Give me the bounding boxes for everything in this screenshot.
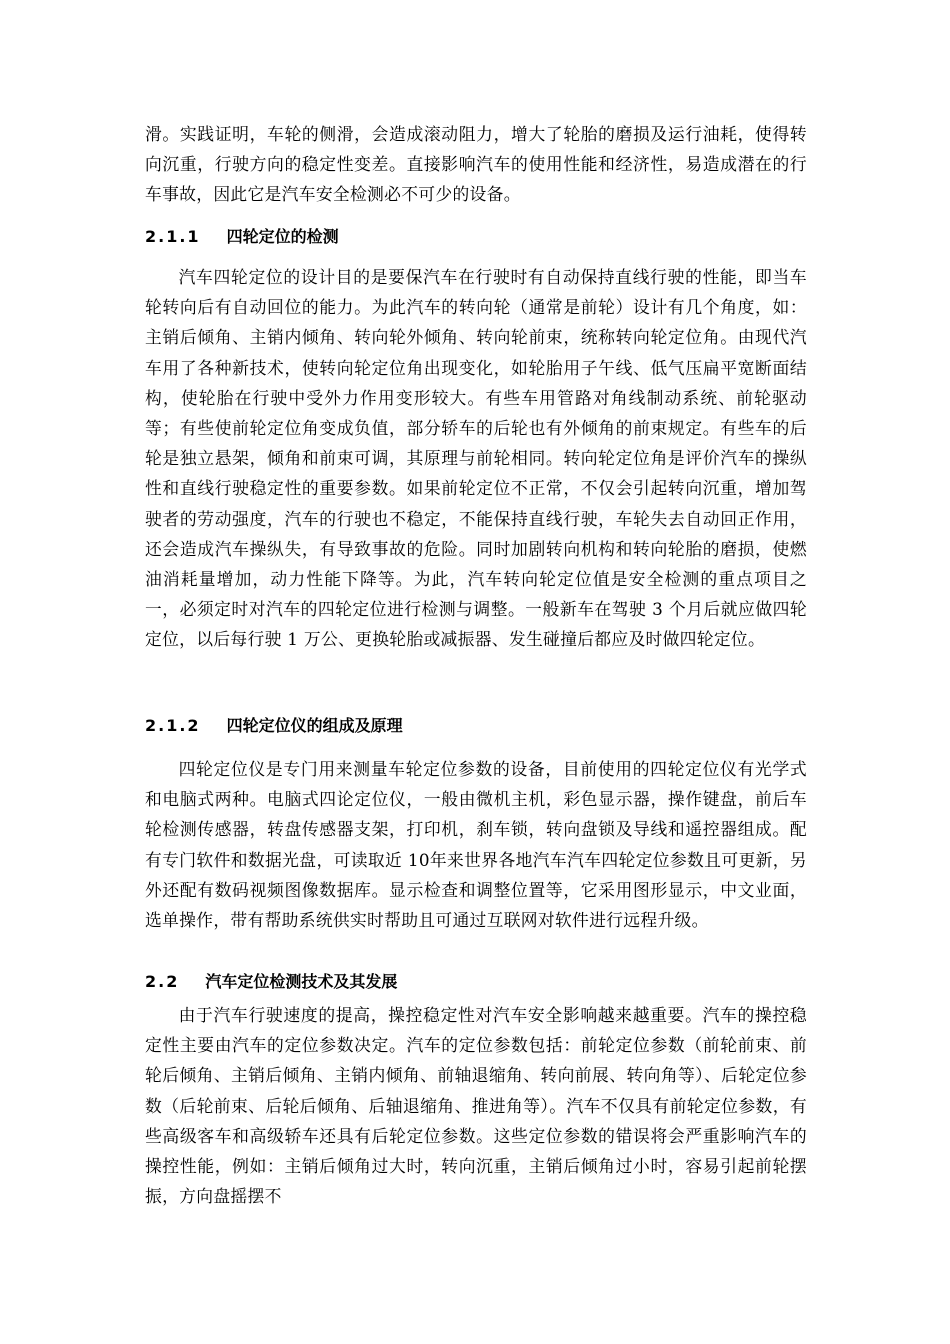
section-body-2-1-2 <box>145 754 807 935</box>
section-title: 四轮定位的检测 <box>226 227 339 246</box>
body-paragraph: 四轮定位仪是专门用来测量车轮定位参数的设备，目前使用的四轮定位仪有光学式和电脑式两种。电脑式四论定位仪，一般由微机主机，彩色显示器，操作键盘，前后车轮检测传感器，转盘传感器支架，打印机，刹车锁，转向盘锁及导线和遥控器组成。配有专门软件和数据光盘，可读取近 10年来世界各地汽车汽车四轮定位参数且可更新，另外还配有数码视频图像数据库。显示检查和调整位置等，它采用图形显示，中文业面，选单操作，带有帮助系统供实时帮助且可通过互联网对软件进行远程升级。 <box>145 759 807 931</box>
section-body-2-1-1 <box>145 262 807 655</box>
section-heading-2-1-1 <box>145 226 339 248</box>
section-heading-2-1-2 <box>145 715 403 737</box>
section-heading-2-2 <box>145 971 397 993</box>
section-number: 2.1.2 <box>145 716 201 735</box>
intro-paragraph: 滑。实践证明，车轮的侧滑，会造成滚动阻力，增大了轮胎的磨损及运行油耗，使得转向沉重，行驶方向的稳定性变差。直接影响汽车的使用性能和经济性，易造成潜在的行车事故，因此它是汽车安全检测必不可少的设备。 <box>145 124 807 205</box>
section-number: 2.1.1 <box>145 227 201 246</box>
intro-paragraph-block <box>145 119 807 210</box>
body-paragraph: 由于汽车行驶速度的提高，操控稳定性对汽车安全影响越来越重要。汽车的操控稳定性主要由汽车的定位参数决定。汽车的定位参数包括：前轮定位参数（前轮前束、前轮后倾角、主销后倾角、主销内倾角、前轴退缩角、转向前展、转向角等）、后轮定位参数（后轮前束、后轮后倾角、后轴退缩角、推进角等）。汽车不仅具有前轮定位参数，有些高级客车和高级轿车还具有后轮定位参数。这些定位参数的错误将会严重影响汽车的操控性能，例如：主销后倾角过大时，转向沉重，主销后倾角过小时，容易引起前轮摆振，方向盘摇摆不 <box>145 1005 807 1207</box>
body-paragraph: 汽车四轮定位的设计目的是要保汽车在行驶时有自动保持直线行驶的性能，即当车轮转向后有自动回位的能力。为此汽车的转向轮（通常是前轮）设计有几个角度，如：主销后倾角、主销内倾角、转向轮外倾角、转向轮前束，统称转向轮定位角。由现代汽车用了各种新技术，使转向轮定位角出现变化，如轮胎用子午线、低气压扁平宽断面结构，使轮胎在行驶中受外力作用变形较大。有些车用管路对角线制动系统、前轮驱动等；有些使前轮定位角变成负值，部分轿车的后轮也有外倾角的前束规定。有些车的后轮是独立悬架，倾角和前束可调，其原理与前轮相同。转向轮定位角是评价汽车的操纵性和直线行驶稳定性的重要参数。如果前轮定位不正常，不仅会引起转向沉重，增加驾驶者的劳动强度，汽车的行驶也不稳定，不能保持直线行驶，车轮失去自动回正作用，还会造成汽车操纵失，有导致事故的危险。同时加剧转向机构和转向轮胎的磨损，使燃油消耗量增加，动力性能下降等。为此，汽车转向轮定位值是安全检测的重点项目之一，必须定时对汽车的四轮定位进行检测与调整。一般新车在驾驶 3 个月后就应做四轮定位，以后每行驶 1 万公、更换轮胎或减振器、发生碰撞后都应及时做四轮定位。 <box>145 267 807 650</box>
section-title: 汽车定位检测技术及其发展 <box>205 972 398 991</box>
section-number: 2.2 <box>145 972 180 991</box>
section-title: 四轮定位仪的组成及原理 <box>226 716 403 735</box>
section-body-2-2 <box>145 1000 807 1211</box>
